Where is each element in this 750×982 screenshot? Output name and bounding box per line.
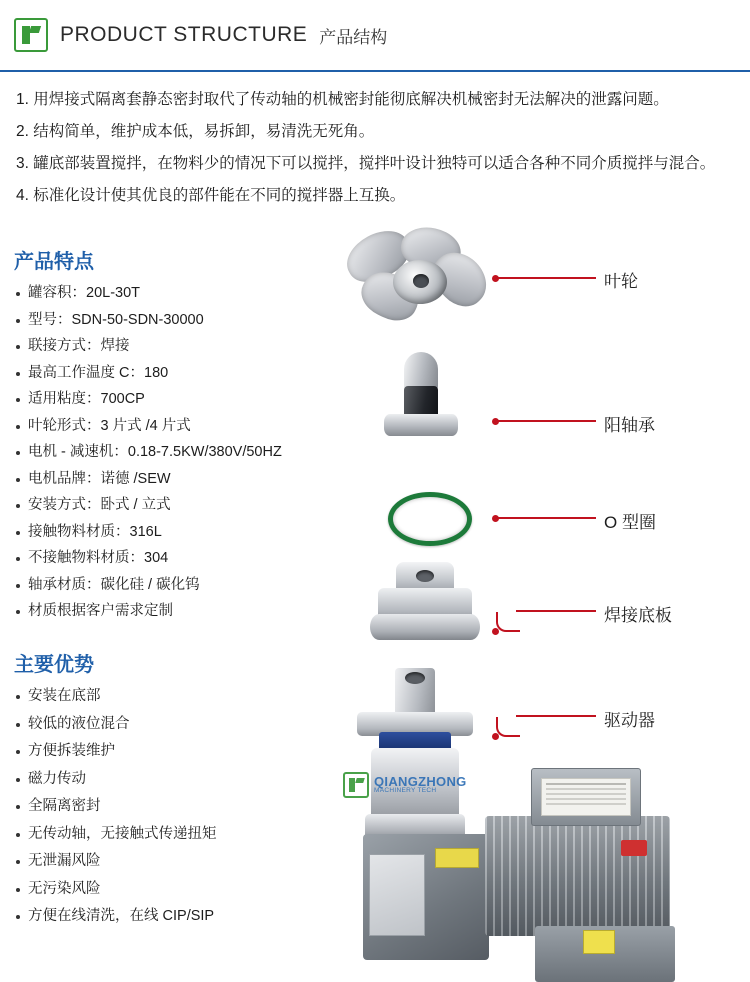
leader-line [516,610,596,612]
watermark-brand: QIANGZHONG [374,773,467,789]
list-item: 型号：SDN-50-SDN-30000 [14,313,364,328]
driver-shaft-bore [405,672,425,684]
intro-paragraphs [0,74,750,218]
list-item: 材质根据客户需求定制 [14,604,364,619]
gearbox-yellow-label [435,848,479,868]
intro-line: 1. 用焊接式隔离套静态密封取代了传动轴的机械密封能彻底解决机械密封无法解决的泄露问题。 [16,91,669,108]
features-section [14,245,364,631]
list-item: 轴承材质：碳化硅 / 碳化钨 [14,578,364,593]
intro-line: 2. 结构简单，维护成本低，易拆卸，易清洗无死角。 [16,122,375,140]
list-item: 无传动轴，无接触式传递扭矩 [14,827,354,842]
list-item: 最高工作温度 C：180 [14,366,364,381]
motor-nameplate [541,778,631,816]
page-header [0,0,750,72]
advantages-title: 主要优势 [14,654,94,676]
list-item: 不接触物料材质：304 [14,551,364,566]
list-item: 电机品牌：诺德 /SEW [14,472,364,487]
list-item: 无污染风险 [14,882,354,897]
impeller-hub [393,260,447,304]
advantages-section [14,648,354,937]
list-item: 叶轮形式：3 片式 /4 片式 [14,419,364,434]
advantages-list [14,689,354,924]
list-item: 无泄漏风险 [14,854,354,869]
part-label-driver: 驱动器 [604,711,655,730]
list-item: 接触物料材质：316L [14,525,364,540]
motor-red-label [621,840,647,856]
o-ring-part [388,492,472,546]
impeller-part [345,228,495,328]
leader-line [516,715,596,717]
features-title: 产品特点 [14,251,94,273]
page-title-cn: 产品结构 [319,27,388,47]
driver-unit-part [335,668,735,968]
list-item: 方便拆装维护 [14,744,354,759]
page-title: PRODUCT STRUCTURE [60,23,308,46]
list-item: 联接方式：焊接 [14,339,364,354]
list-item: 较低的液位混合 [14,717,354,732]
brand-watermark [343,768,513,802]
list-item: 方便在线清洗，在线 CIP/SIP [14,909,354,924]
leader-elbow [496,717,520,737]
green-square-logo-icon [14,18,48,52]
leader-line [496,277,596,279]
list-item: 安装在底部 [14,689,354,704]
leader-elbow [496,612,520,632]
motor-cooling-fins [485,816,670,936]
bearing-flange [384,414,458,436]
watermark-logo-icon [343,772,369,798]
watermark-sub: MACHINERY TECH [374,787,437,795]
impeller-bore [413,274,429,288]
list-item: 安装方式：卧式 / 立式 [14,498,364,513]
part-label-baseplate: 焊接底板 [604,606,672,625]
male-bearing-part [380,352,470,444]
leader-line [496,420,596,422]
list-item: 电机 - 减速机：0.18-7.5KW/380V/50HZ [14,445,364,460]
list-item: 全隔离密封 [14,799,354,814]
intro-line: 3. 罐底部装置搅拌，在物料少的情况下可以搅拌，搅拌叶设计独特可以适合各种不同介质搅拌与混合。 [16,154,716,172]
leader-line [496,517,596,519]
welded-base-plate-part [370,562,480,648]
part-label-oring: O 型圈 [604,513,656,532]
intro-line: 4. 标准化设计使其优良的部件能在不同的搅拌器上互换。 [16,186,406,204]
part-label-impeller: 叶轮 [604,272,638,291]
list-item: 罐容积：20L-30T [14,286,364,301]
list-item: 适用粘度：700CP [14,392,364,407]
part-label-bearing: 阳轴承 [604,416,655,435]
plate-bore [416,570,434,582]
features-list [14,286,364,619]
list-item: 磁力传动 [14,772,354,787]
gearbox-nameplate [369,854,425,936]
plate-flange [370,614,480,640]
motor-yellow-label [583,930,615,954]
